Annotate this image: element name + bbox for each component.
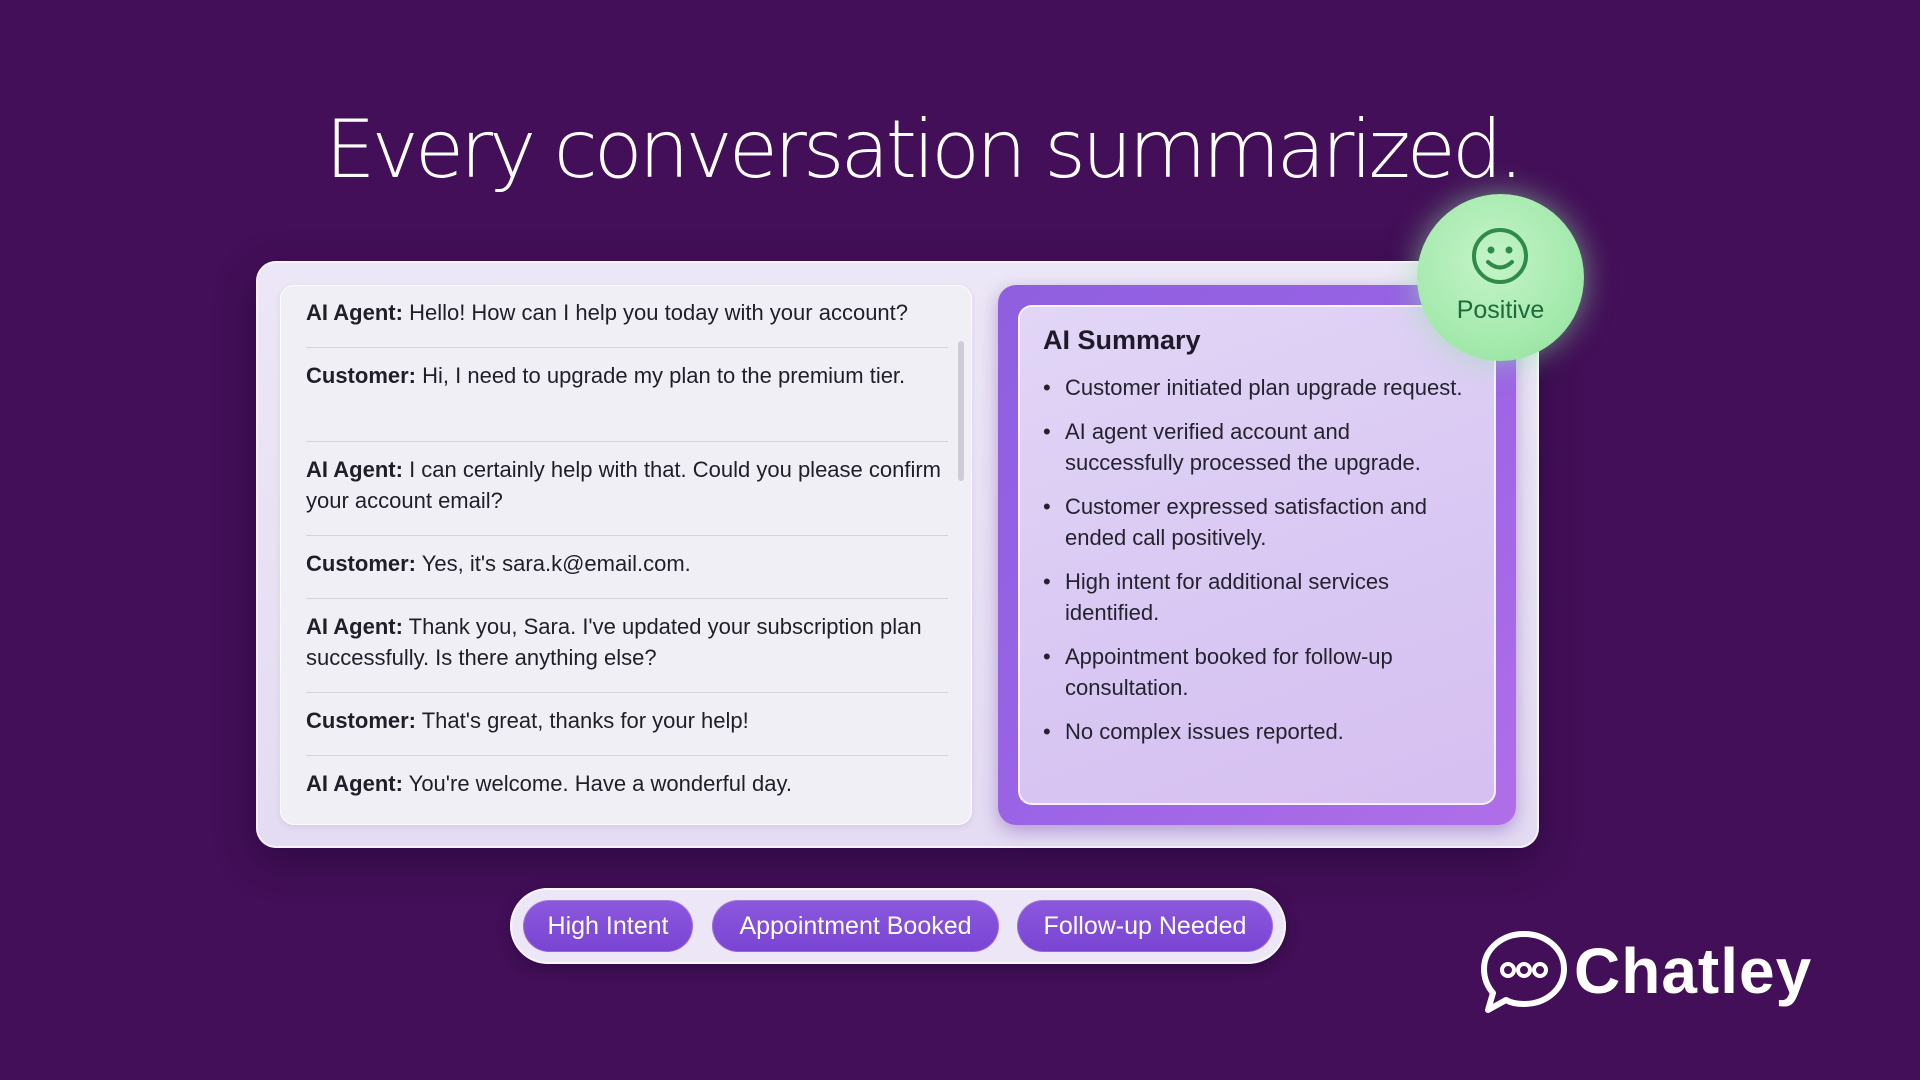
- transcript-list: [306, 285, 948, 819]
- speaker-label: AI Agent:: [306, 614, 403, 639]
- transcript-panel: [280, 285, 972, 825]
- message-text: Thank you, Sara. I've updated your subscription plan successfully. Is there anything else?: [306, 614, 922, 670]
- tag-bar: [510, 888, 1286, 964]
- transcript-message: [306, 756, 948, 819]
- transcript-message: [306, 599, 948, 693]
- speaker-label: Customer:: [306, 551, 417, 576]
- brand-name: Chatley: [1574, 935, 1813, 1007]
- summary-item: [1043, 491, 1463, 553]
- transcript-message: [306, 693, 948, 756]
- transcript-scrollbar[interactable]: [958, 341, 966, 481]
- message-text: Hi, I need to upgrade my plan to the premium tier.: [416, 363, 906, 388]
- bullet-marker: •: [1043, 644, 1051, 669]
- speaker-label: AI Agent:: [306, 771, 403, 796]
- summary-item: [1043, 641, 1463, 703]
- tag-follow-up-needed[interactable]: Follow-up Needed: [1017, 900, 1273, 952]
- bullet-marker: •: [1043, 494, 1051, 519]
- transcript-message: [306, 285, 948, 348]
- summary-item-text: AI agent verified account and successfully processed the upgrade.: [1065, 419, 1421, 475]
- headline: Every conversation summarized.: [325, 103, 1521, 196]
- summary-item-text: Customer initiated plan upgrade request.: [1065, 375, 1463, 400]
- summary-item: [1043, 566, 1463, 628]
- summary-item: [1043, 716, 1463, 747]
- bullet-marker: •: [1043, 569, 1051, 594]
- speaker-label: AI Agent:: [306, 457, 403, 482]
- chat-bubble-icon: [1480, 930, 1568, 1014]
- transcript-message: [306, 348, 948, 442]
- sentiment-label: Positive: [1456, 296, 1545, 324]
- summary-item-text: No complex issues reported.: [1065, 719, 1344, 744]
- summary-item-text: Customer expressed satisfaction and ended call positively.: [1065, 494, 1427, 550]
- message-text: That's great, thanks for your help!: [416, 708, 749, 733]
- transcript-message: [306, 536, 948, 599]
- transcript-message: [306, 442, 948, 536]
- summary-list: [1043, 372, 1463, 760]
- speaker-label: AI Agent:: [306, 300, 403, 325]
- tag-appointment-booked[interactable]: Appointment Booked: [712, 900, 999, 952]
- summary-item-text: Appointment booked for follow-up consultation.: [1065, 644, 1393, 700]
- message-text: Yes, it's sara.k@email.com.: [416, 551, 691, 576]
- brand-logo: [1480, 930, 1820, 1020]
- message-text: You're welcome. Have a wonderful day.: [402, 771, 792, 796]
- speaker-label: Customer:: [306, 708, 417, 733]
- summary-panel: [998, 285, 1516, 825]
- summary-card: [1018, 305, 1496, 805]
- speaker-label: Customer:: [306, 363, 417, 388]
- bullet-marker: •: [1043, 419, 1051, 444]
- tag-high-intent[interactable]: High Intent: [523, 900, 693, 952]
- message-text: Hello! How can I help you today with your account?: [402, 300, 909, 325]
- bullet-marker: •: [1043, 719, 1051, 744]
- summary-item: [1043, 372, 1463, 403]
- summary-item-text: High intent for additional services identified.: [1065, 569, 1390, 625]
- scrollbar-thumb[interactable]: [958, 341, 964, 481]
- conversation-card: [256, 261, 1539, 848]
- summary-item: [1043, 416, 1463, 478]
- bullet-marker: •: [1043, 375, 1051, 400]
- sentiment-badge: [1417, 194, 1584, 361]
- summary-title: AI Summary: [1043, 325, 1201, 355]
- message-text: I can certainly help with that. Could you please confirm your account email?: [306, 457, 942, 513]
- smiley-icon: [1470, 226, 1530, 286]
